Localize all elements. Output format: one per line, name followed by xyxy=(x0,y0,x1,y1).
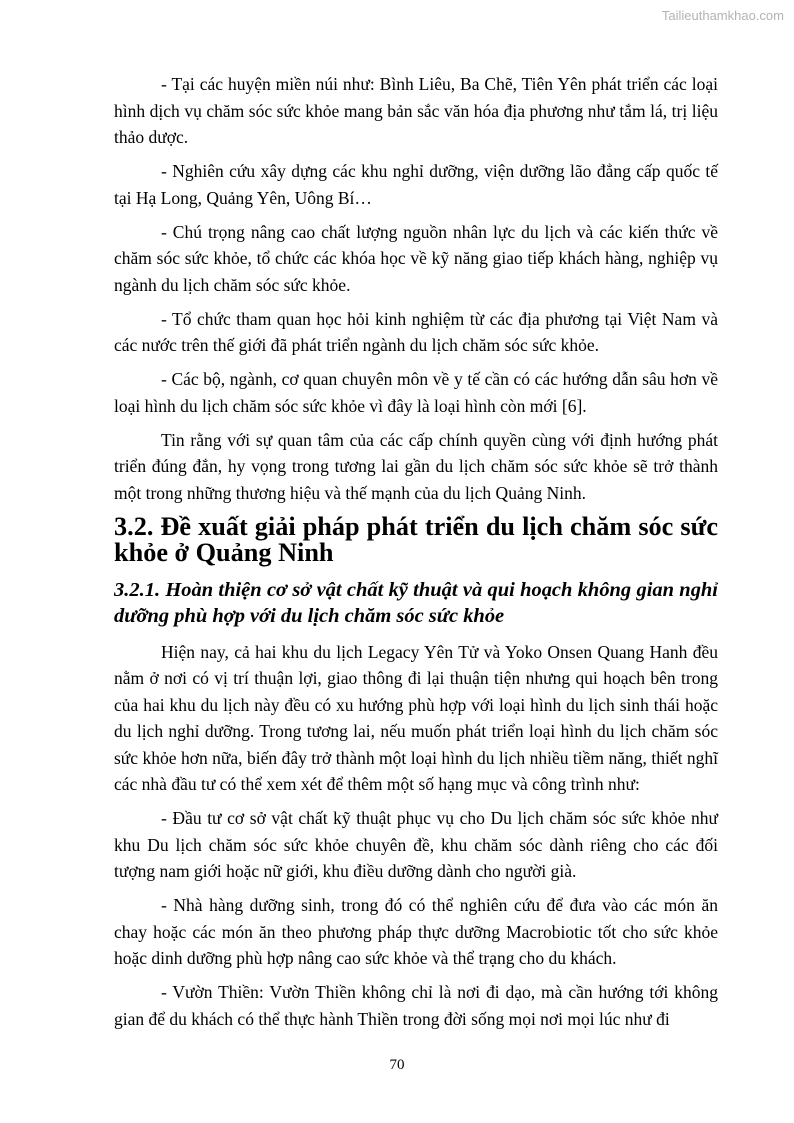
paragraph-ministry-guidance: - Các bộ, ngành, cơ quan chuyên môn về y tế cần có các hướng dẫn sâu hơn về loại hình du lịch chăm sóc sức khỏe vì đây là loại hình còn mới [6]. xyxy=(114,369,718,416)
paragraph-zen-garden: - Vườn Thiền: Vườn Thiền không chỉ là nơi đi dạo, mà cần hướng tới không gian để du khách có thể thực hành Thiền trong đời sống mọi nơi mọi lúc như đi xyxy=(114,982,718,1029)
paragraph-conclusion: Tin rằng với sự quan tâm của các cấp chính quyền cùng với định hướng phát triển đúng đắn, hy vọng trong tương lai gần du lịch chăm sóc sức khỏe sẽ trở thành một trong những thương hiệu và thế mạnh của du lịch Quảng Ninh. xyxy=(114,429,718,503)
page-number: 70 xyxy=(389,1057,405,1073)
paragraph-resort-research: - Nghiên cứu xây dựng các khu nghỉ dưỡng, viện dưỡng lão đẳng cấp quốc tế tại Hạ Long, Quảng Yên, Uông Bí… xyxy=(114,161,718,208)
watermark-text: Tailieuthamkhao.com xyxy=(661,8,784,23)
paragraph-current-situation: Hiện nay, cả hai khu du lịch Legacy Yên Tử và Yoko Onsen Quang Hanh đều nằm ở nơi có vị trí thuận lợi, giao thông đi lại thuận tiện nhưng qui hoạch bên trong của hai khu du lịch này đều có xu hướng phù hợp với loại hình du lịch sinh thái hoặc du lịch nghỉ dưỡng. Trong tương lai, nếu muốn phát triển loại hình du lịch chăm sóc sức khỏe hơn nữa, biến đây trở thành một loại hình du lịch nhiều tiềm năng, thiết nghĩ các nhà đầu tư có thể xem xét để thêm một số hạng mục và công trình như: xyxy=(114,641,718,794)
paragraph-mountain-districts: - Tại các huyện miền núi như: Bình Liêu, Ba Chẽ, Tiên Yên phát triển các loại hình dịch vụ chăm sóc sức khỏe mang bản sắc văn hóa địa phương như tắm lá, trị liệu thảo dược. xyxy=(114,74,718,147)
section-heading: 3.2. Đề xuất giải pháp phát triển du lịch chăm sóc sức khỏe ở Quảng Ninh xyxy=(114,511,718,567)
document-body xyxy=(114,71,718,1040)
subsection-heading: 3.2.1. Hoàn thiện cơ sở vật chất kỹ thuật và qui hoạch không gian nghỉ dưỡng phù hợp với du lịch chăm sóc sức khỏe xyxy=(114,578,718,627)
paragraph-restaurant: - Nhà hàng dưỡng sinh, trong đó có thể nghiên cứu để đưa vào các món ăn chay hoặc các món ăn theo phương pháp thực dưỡng Macrobiotic tốt cho sức khỏe hoặc dinh dưỡng phù hợp nâng cao sức khỏe và thể trạng cho du khách. xyxy=(114,895,718,968)
paragraph-study-tours: - Tổ chức tham quan học hỏi kinh nghiệm từ các địa phương tại Việt Nam và các nước trên thế giới đã phát triển ngành du lịch chăm sóc sức khỏe. xyxy=(114,308,718,355)
paragraph-infrastructure: - Đầu tư cơ sở vật chất kỹ thuật phục vụ cho Du lịch chăm sóc sức khỏe như khu Du lịch chăm sóc sức khỏe chuyên đề, khu chăm sóc dành riêng cho các đối tượng nam giới hoặc nữ giới, khu điều dưỡng dành cho người già. xyxy=(114,808,718,881)
paragraph-human-resources: - Chú trọng nâng cao chất lượng nguồn nhân lực du lịch và các kiến thức về chăm sóc sức khỏe, tổ chức các khóa học về kỹ năng giao tiếp khách hàng, nghiệp vụ ngành du lịch chăm sóc sức khỏe. xyxy=(114,221,718,295)
